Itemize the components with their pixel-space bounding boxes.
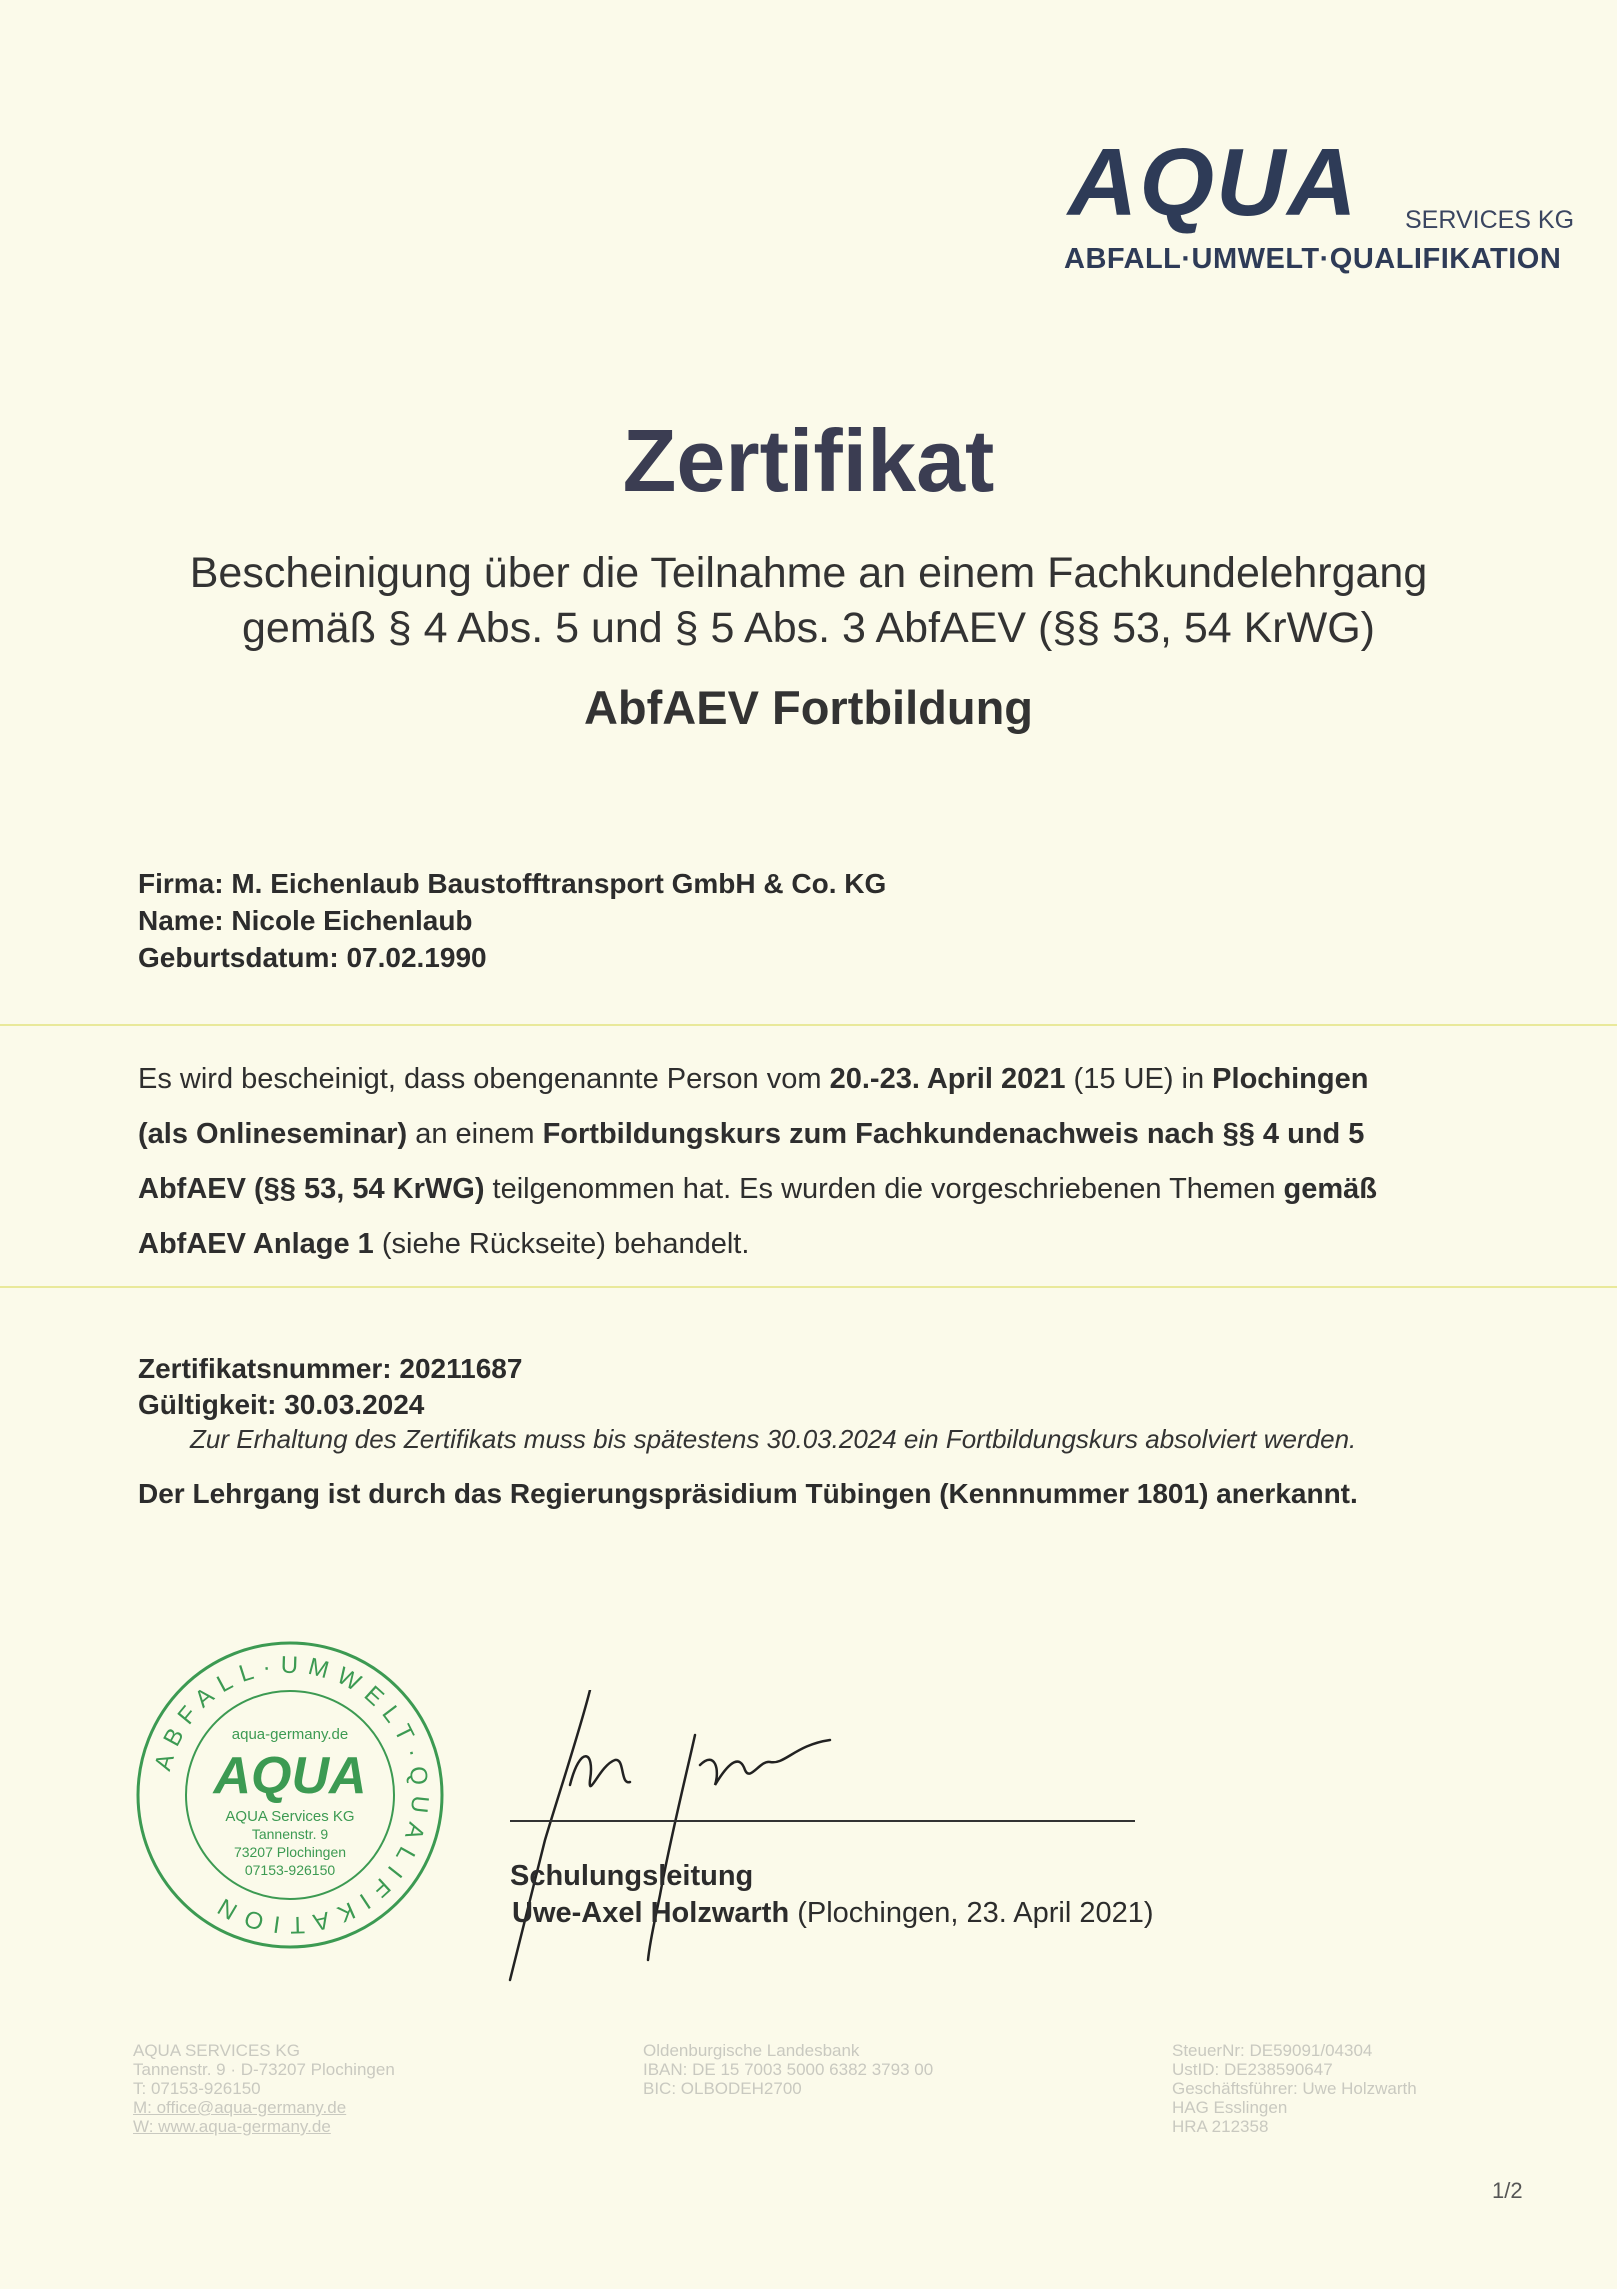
statement-text: (15 UE) in (1065, 1063, 1213, 1095)
footer-line: Oldenburgische Landesbank (643, 2041, 860, 2060)
footer-line: HAG Esslingen (1172, 2098, 1288, 2117)
footer-line: Geschäftsführer: Uwe Holzwarth (1172, 2079, 1417, 2098)
page-number: 1/2 (1492, 2178, 1523, 2203)
statement-text: (siehe Rückseite) behandelt. (373, 1228, 750, 1260)
statement-text: Es wird bescheinigt, dass obengenannte Person vom (138, 1063, 830, 1095)
participant-birthdate: Geburtsdatum: 07.02.1990 (138, 942, 487, 973)
signer-name: Uwe-Axel Holzwarth (512, 1897, 790, 1929)
certification-statement (138, 1052, 1518, 1272)
footer-website: W: www.aqua-germany.de (133, 2117, 331, 2136)
footer-line: T: 07153-926150 (133, 2079, 261, 2098)
footer-email: M: office@aqua-germany.de (133, 2098, 347, 2117)
certificate-validity: Gültigkeit: 30.03.2024 (138, 1389, 425, 1420)
footer-line: UstID: DE238590647 (1172, 2060, 1333, 2079)
seal-ring-text: ABFALL·UMWELT·QUALIFIKATION (149, 1651, 434, 1939)
seal-brand: AQUA (213, 1747, 367, 1805)
footer-line: SteuerNr: DE59091/04304 (1172, 2041, 1373, 2060)
participant-name: Name: Nicole Eichenlaub (138, 905, 473, 936)
divider-bottom (0, 1286, 1617, 1288)
logo-tagline: ABFALL·UMWELT·QUALIFIKATION (1064, 243, 1562, 275)
seal-line-4: 07153-926150 (244, 1862, 336, 1878)
statement-place: Plochingen (1212, 1063, 1369, 1095)
statement-text: teilgenommen hat. Es wurden die vorgeschriebenen Themen (484, 1173, 1284, 1205)
footer-line: HRA 212358 (1172, 2117, 1269, 2136)
footer-company (133, 2041, 395, 2136)
aqua-logo (1060, 129, 1580, 285)
logo-brand: AQUA (1068, 129, 1359, 236)
divider-top (0, 1024, 1617, 1026)
signature-line (510, 1820, 1135, 1822)
document-title: Zertifikat (622, 411, 995, 510)
statement-course: Fortbildungskurs zum Fachkundenachweis nach §§ 4 und 5 (542, 1118, 1365, 1150)
seal-line-1: AQUA Services KG (225, 1808, 355, 1825)
statement-according: gemäß (1283, 1173, 1378, 1205)
statement-law: AbfAEV (§§ 53, 54 KrWG) (138, 1173, 485, 1205)
validity-note: Zur Erhaltung des Zertifikats muss bis spätestens 30.03.2024 ein Fortbildungskurs absolviert werden. (190, 1424, 1357, 1454)
signer-role: Schulungsleitung (510, 1860, 754, 1892)
signer-name-and-date (512, 1897, 1154, 1930)
statement-text: an einem (407, 1118, 543, 1150)
certificate-number: Zertifikatsnummer: 20211687 (138, 1353, 523, 1384)
handwritten-signature (470, 1690, 890, 1990)
footer-legal (1172, 2041, 1417, 2136)
footer-line: IBAN: DE 15 7003 5000 6382 3793 00 (643, 2060, 934, 2079)
footer-line: BIC: OLBODEH2700 (643, 2079, 802, 2098)
footer-bank (643, 2041, 933, 2098)
signing-place-date: (Plochingen, 23. April 2021) (789, 1897, 1154, 1929)
statement-date: 20.-23. April 2021 (829, 1063, 1066, 1095)
footer-line: AQUA SERVICES KG (133, 2041, 300, 2060)
statement-format: (als Onlineseminar) (138, 1118, 408, 1150)
recognition-statement: Der Lehrgang ist durch das Regierungspräsidium Tübingen (Kennnummer 1801) anerkannt. (138, 1478, 1358, 1509)
seal-line-3: 73207 Plochingen (233, 1844, 347, 1860)
statement-annex: AbfAEV Anlage 1 (138, 1228, 374, 1260)
logo-services: SERVICES KG (1405, 206, 1575, 234)
footer-line: Tannenstr. 9 · D-73207 Plochingen (133, 2060, 395, 2079)
subtitle-line-1: Bescheinigung über die Teilnahme an einem Fachkundelehrgang (189, 549, 1428, 597)
seal-line-2: Tannenstr. 9 (251, 1826, 329, 1842)
course-title: AbfAEV Fortbildung (583, 681, 1034, 734)
company-seal (130, 1635, 450, 1955)
subtitle-line-2: gemäß § 4 Abs. 5 und § 5 Abs. 3 AbfAEV (§§ 53, 54 KrWG) (242, 604, 1375, 652)
seal-url: aqua-germany.de (231, 1726, 349, 1743)
participant-firma: Firma: M. Eichenlaub Baustofftransport GmbH & Co. KG (138, 868, 887, 899)
